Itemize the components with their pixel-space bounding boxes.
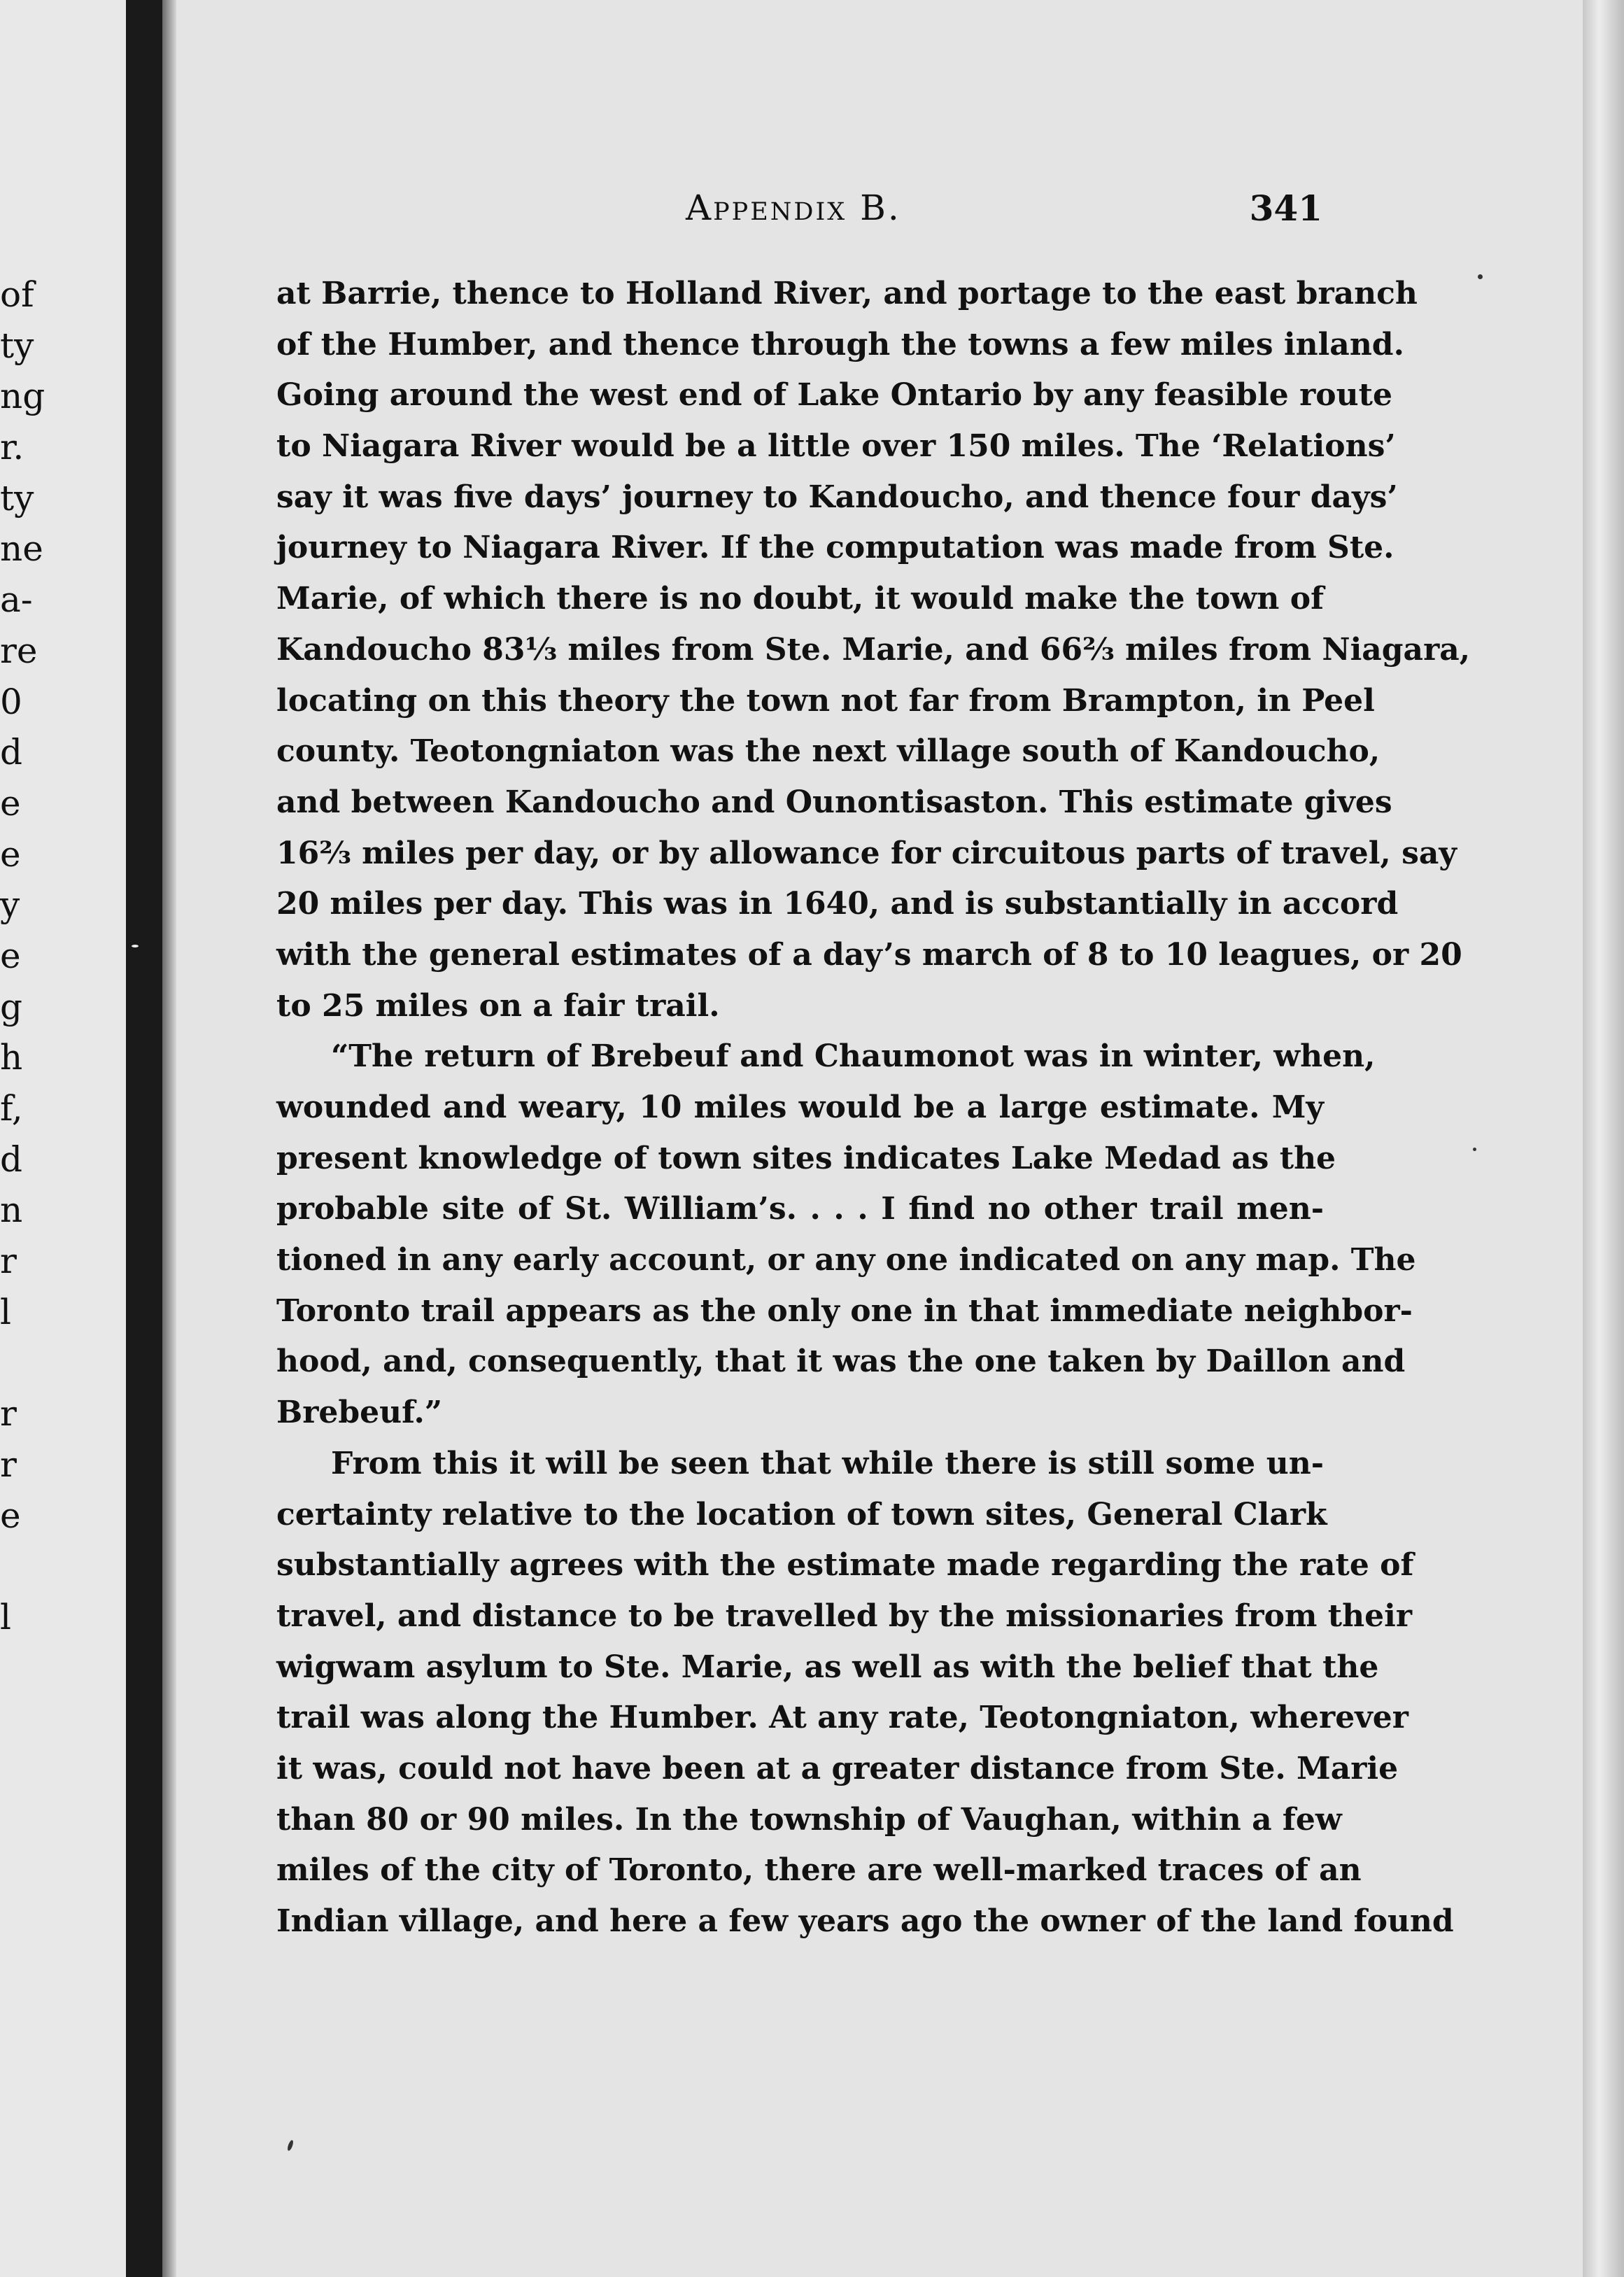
left-fragment: g xyxy=(0,986,23,1027)
text-line: travel, and distance to be travelled by the missionaries from their xyxy=(276,1598,1413,1634)
left-fragment: d xyxy=(0,732,23,773)
left-page-text-fragments xyxy=(0,269,45,1744)
left-fragment xyxy=(0,1693,28,1744)
text-line: with the general estimates of a day’s march of 8 to 10 leagues, or 20 xyxy=(276,936,1462,973)
body-text xyxy=(276,269,1471,1947)
text-line: locating on this theory the town not far from Brampton, in Peel xyxy=(276,682,1375,719)
left-fragment: re xyxy=(0,630,38,671)
text-line: wigwam asylum to Ste. Marie, as well as with the belief that the xyxy=(276,1649,1379,1685)
left-fragment: h xyxy=(0,1037,23,1078)
text-line: trail was along the Humber. At any rate, Teotongniaton, wherever xyxy=(276,1700,1408,1736)
left-fragment xyxy=(0,1643,28,1694)
text-line: Indian village, and here a few years ago the owner of the land found xyxy=(276,1903,1454,1939)
text-line: probable site of St. William’s. . . . I find no other trail men- xyxy=(276,1191,1324,1227)
text-line: miles of the city of Toronto, there are well-marked traces of an xyxy=(276,1852,1362,1889)
text-line: say it was five days’ journey to Kandoucho, and thence four days’ xyxy=(276,479,1398,515)
text-line: Kandoucho 83⅓ miles from Ste. Marie, and 66⅔ miles from Niagara, xyxy=(276,631,1471,668)
text-line: and between Kandoucho and Ounontisaston. This estimate gives xyxy=(276,784,1392,820)
left-fragment: ng xyxy=(0,376,45,417)
text-line: wounded and weary, 10 miles would be a large estimate. My xyxy=(276,1090,1324,1125)
left-fragment xyxy=(0,1541,28,1592)
text-line: 16⅔ miles per day, or by allowance for circuitous parts of travel, say xyxy=(276,835,1457,871)
left-fragment: r xyxy=(0,1444,17,1485)
left-fragment: 0 xyxy=(0,681,22,722)
text-line: “The return of Brebeuf and Chaumonot was in winter, when, xyxy=(331,1038,1376,1075)
left-fragment: of xyxy=(0,274,34,315)
left-fragment: ty xyxy=(0,325,34,366)
running-head: Appendix B. xyxy=(686,188,901,228)
text-line: certainty relative to the location of town sites, General Clark xyxy=(276,1496,1327,1532)
left-fragment: a- xyxy=(0,579,33,621)
gutter-shadow xyxy=(162,0,176,2277)
left-fragment: ne xyxy=(0,528,43,570)
text-line: to 25 miles on a fair trail. xyxy=(276,987,720,1024)
text-line: to Niagara River would be a little over 150 miles. The ‘Relations’ xyxy=(276,428,1396,465)
right-page-edge xyxy=(1583,0,1624,2277)
page-number: 341 xyxy=(1249,188,1322,229)
left-fragment: r. xyxy=(0,427,24,468)
text-line: of the Humber, and thence through the towns a few miles inland. xyxy=(276,326,1404,362)
text-line: hood, and, consequently, that it was the one taken by Daillon and xyxy=(276,1344,1406,1380)
text-line: substantially agrees with the estimate made regarding the rate of xyxy=(276,1547,1414,1584)
text-line: than 80 or 90 miles. In the township of Vaughan, within a few xyxy=(276,1801,1342,1838)
left-fragment: l xyxy=(0,1291,11,1332)
left-page-edge xyxy=(0,0,126,2277)
text-line: tioned in any early account, or any one indicated on any map. The xyxy=(276,1242,1416,1278)
left-fragment: e xyxy=(0,833,21,875)
paragraph xyxy=(276,1031,1416,1439)
paragraph xyxy=(276,269,1471,1031)
text-line: county. Teotongniaton was the next village south of Kandoucho, xyxy=(276,733,1381,770)
text-line: present knowledge of town sites indicates Lake Medad as the xyxy=(276,1140,1336,1176)
text-line: it was, could not have been at a greater distance from Ste. Marie xyxy=(276,1750,1399,1786)
left-fragment: e xyxy=(0,935,21,976)
left-fragment: f, xyxy=(0,1088,23,1129)
scan-speck xyxy=(132,945,139,947)
left-fragment: r xyxy=(0,1393,17,1434)
scan-speck xyxy=(1478,274,1483,279)
text-line: Toronto trail appears as the only one in that immediate neighbor- xyxy=(276,1292,1413,1329)
left-fragment: n xyxy=(0,1190,23,1231)
page-header xyxy=(273,188,1322,237)
left-fragment: y xyxy=(0,884,20,926)
left-fragment: ty xyxy=(0,477,34,519)
text-line: journey to Niagara River. If the computation was made from Ste. xyxy=(276,530,1394,566)
text-line: Brebeuf.” xyxy=(276,1395,443,1431)
text-line: Going around the west end of Lake Ontario by any feasible route xyxy=(276,377,1392,414)
scan-speck xyxy=(1473,1148,1476,1151)
text-line: at Barrie, thence to Holland River, and portage to the east branch xyxy=(276,276,1418,311)
left-fragment: d xyxy=(0,1138,23,1180)
book-gutter xyxy=(126,0,162,2277)
paragraph xyxy=(276,1439,1454,1947)
text-line: 20 miles per day. This was in 1640, and is substantially in accord xyxy=(276,886,1399,922)
left-fragment: r xyxy=(0,1241,17,1282)
left-fragment: e xyxy=(0,782,21,824)
text-line: From this it will be seen that while there is still some un- xyxy=(331,1445,1324,1481)
left-fragment: e xyxy=(0,1495,21,1536)
text-line: Marie, of which there is no doubt, it would make the town of xyxy=(276,581,1324,617)
left-fragment xyxy=(0,1337,28,1388)
left-fragment: l xyxy=(0,1596,11,1637)
